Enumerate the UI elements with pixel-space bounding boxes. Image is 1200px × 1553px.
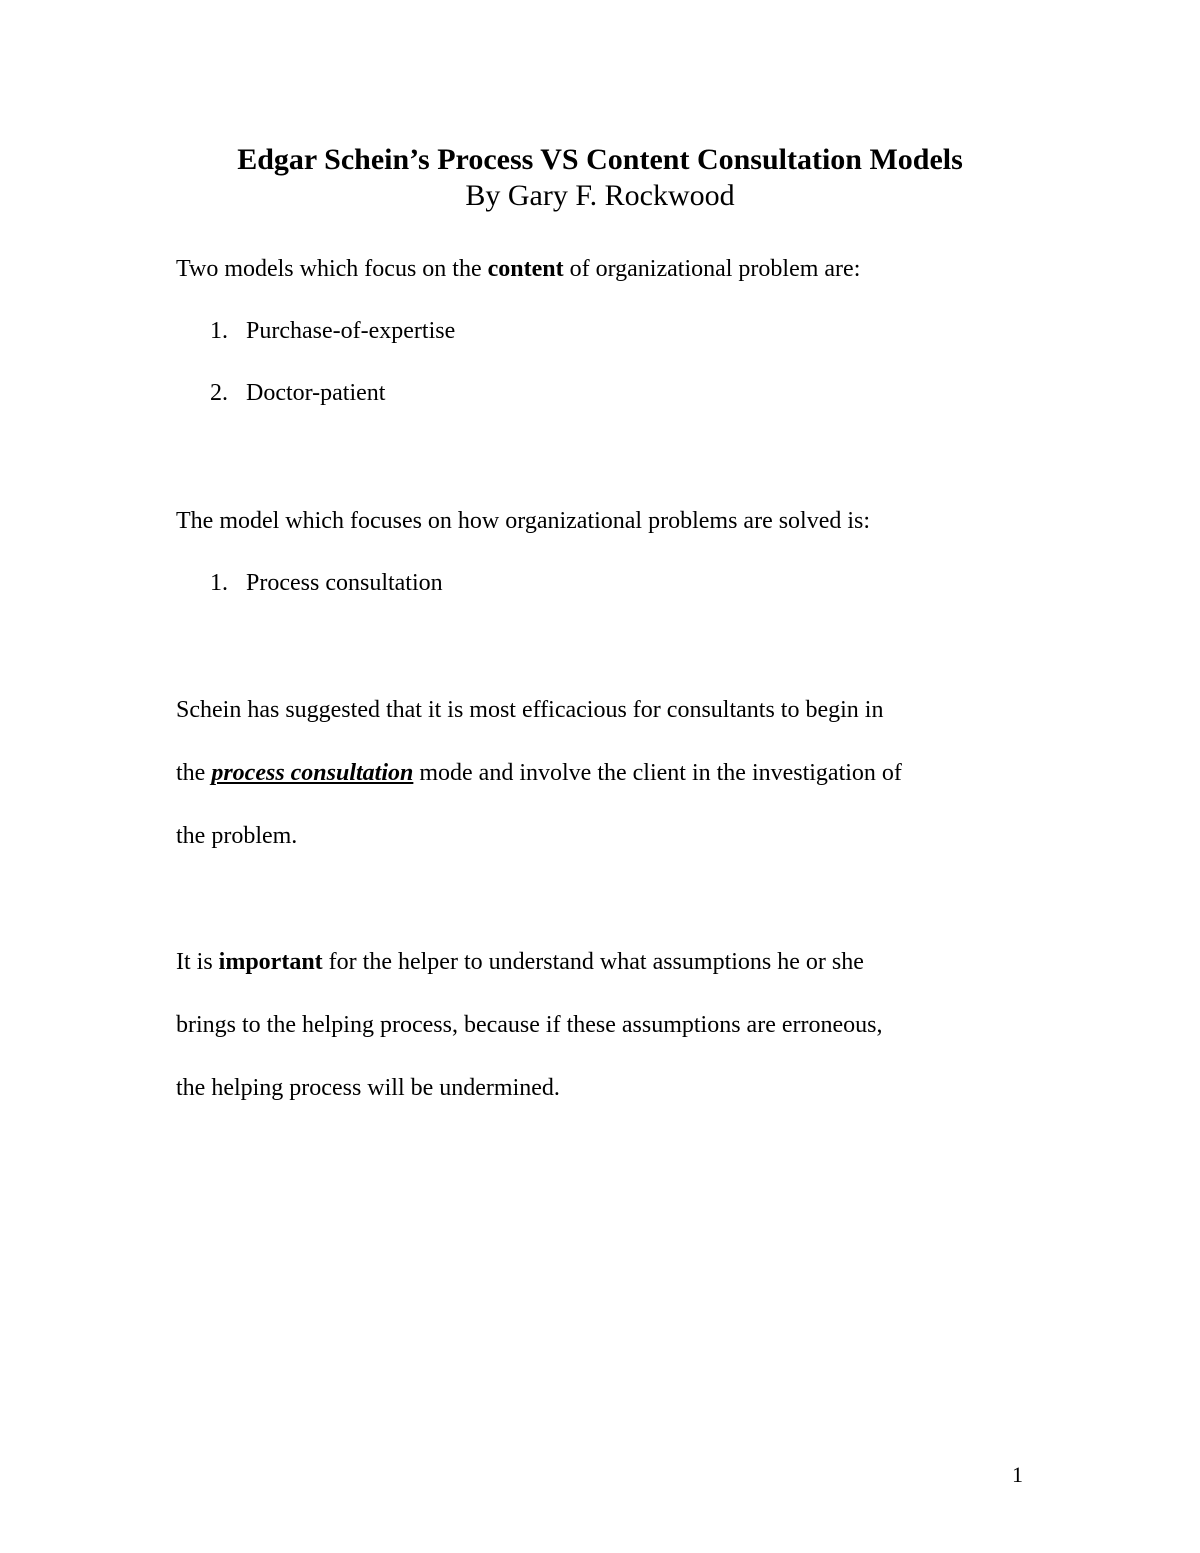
list-item-number: 1. (210, 318, 228, 344)
paragraph2-line3: the helping process will be undermined. (176, 1075, 560, 1101)
paragraph2-line1-text-end: for the helper to understand what assumptions he or she (322, 949, 864, 975)
section1-intro (176, 253, 860, 285)
list-item-number: 2. (210, 380, 228, 406)
list-item (210, 567, 443, 599)
list-item (210, 315, 455, 347)
list-item-number: 1. (210, 570, 228, 596)
paragraph1-line2-text-end: mode and involve the client in the investigation of (413, 760, 902, 786)
document-title: Edgar Schein’s Process VS Content Consultation Models (237, 143, 963, 176)
page-number: 1 (1012, 1462, 1023, 1487)
paragraph2-line1 (176, 946, 864, 978)
section1-intro-text-end: of organizational problem are: (563, 256, 861, 282)
paragraph1-line3: the problem. (176, 823, 298, 849)
list-item (210, 377, 385, 409)
list-item-text: Purchase-of-expertise (246, 318, 456, 344)
list-item-text: Doctor-patient (246, 380, 386, 406)
document-byline: By Gary F. Rockwood (465, 179, 735, 212)
section2-intro: The model which focuses on how organizational problems are solved is: (176, 508, 871, 534)
paragraph2-bold: important (218, 949, 323, 975)
paragraph2-line1-text: It is (176, 949, 219, 975)
paragraph1-line2 (176, 757, 902, 789)
paragraph2-line2: brings to the helping process, because if these assumptions are erroneous, (176, 1012, 883, 1038)
list-item-text: Process consultation (246, 570, 443, 596)
paragraph1-line2-text: the (176, 760, 212, 786)
section1-intro-bold: content (487, 256, 564, 282)
paragraph1-emphasis: process consultation (211, 760, 414, 786)
section1-intro-text: Two models which focus on the (176, 256, 488, 282)
paragraph1-line1: Schein has suggested that it is most efficacious for consultants to begin in (176, 697, 884, 723)
